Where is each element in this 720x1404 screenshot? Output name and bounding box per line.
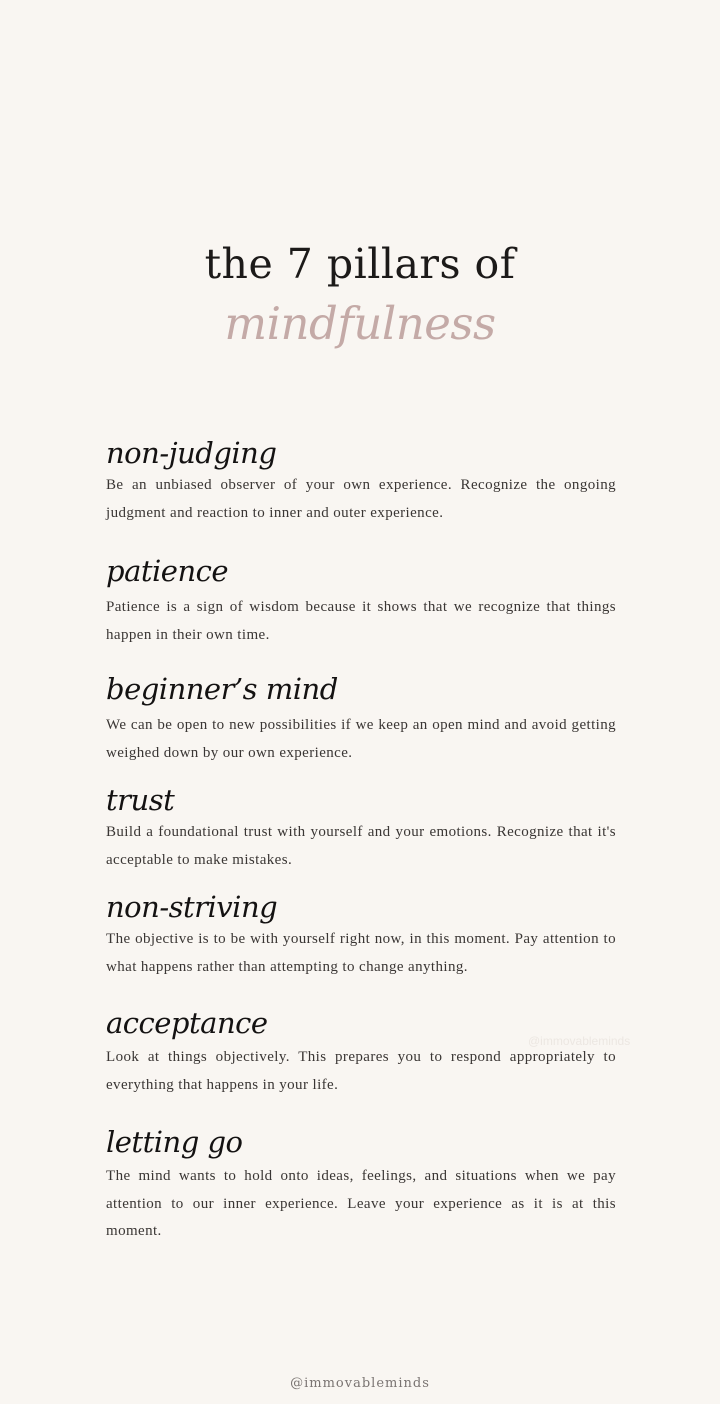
pillar-non-judging — [106, 434, 616, 527]
pillar-description: We can be open to new possibilities if we keep an open mind and avoid getting weighed down by our own experience. — [106, 717, 616, 761]
pillar-description: Be an unbiased observer of your own experience. Recognize the ongoing judgment and reaction to inner and outer experience. — [106, 477, 616, 521]
pillar-non-striving — [106, 888, 616, 981]
pillar-beginners-mind — [106, 670, 616, 767]
pillar-description: Look at things objectively. This prepares you to respond appropriately to everything that happens in your life. — [106, 1049, 616, 1093]
pillar-heading: letting go — [106, 1125, 243, 1159]
pillar-trust — [106, 781, 616, 874]
watermark: @immovableminds — [528, 1034, 631, 1048]
pillar-heading: acceptance — [106, 1006, 268, 1040]
title-block — [0, 236, 720, 354]
pillar-heading: patience — [106, 554, 229, 588]
pillar-description: The mind wants to hold onto ideas, feelings, and situations when we pay attention to our inner experience. Leave your experience as it is at this moment. — [106, 1168, 616, 1239]
pillar-heading: beginner’s mind — [106, 672, 338, 706]
pillar-description: Patience is a sign of wisdom because it shows that we recognize that things happen in their own time. — [106, 599, 616, 643]
page-title: the 7 pillars of — [204, 240, 516, 288]
pillar-patience — [106, 552, 616, 649]
pillar-heading: non-striving — [106, 890, 278, 924]
pillar-heading: trust — [106, 783, 175, 817]
page-subtitle-accent: mindfulness — [224, 297, 496, 350]
pillar-letting-go — [106, 1123, 616, 1246]
pillars-list — [106, 434, 616, 1246]
pillar-description: The objective is to be with yourself right now, in this moment. Pay attention to what happens rather than attempting to change anything. — [106, 931, 616, 975]
pillar-acceptance — [106, 1004, 616, 1099]
pillar-heading: non-judging — [106, 436, 277, 470]
footer-handle: @immovableminds — [290, 1376, 430, 1391]
pillar-description: Build a foundational trust with yourself and your emotions. Recognize that it's acceptable to make mistakes. — [106, 824, 616, 868]
